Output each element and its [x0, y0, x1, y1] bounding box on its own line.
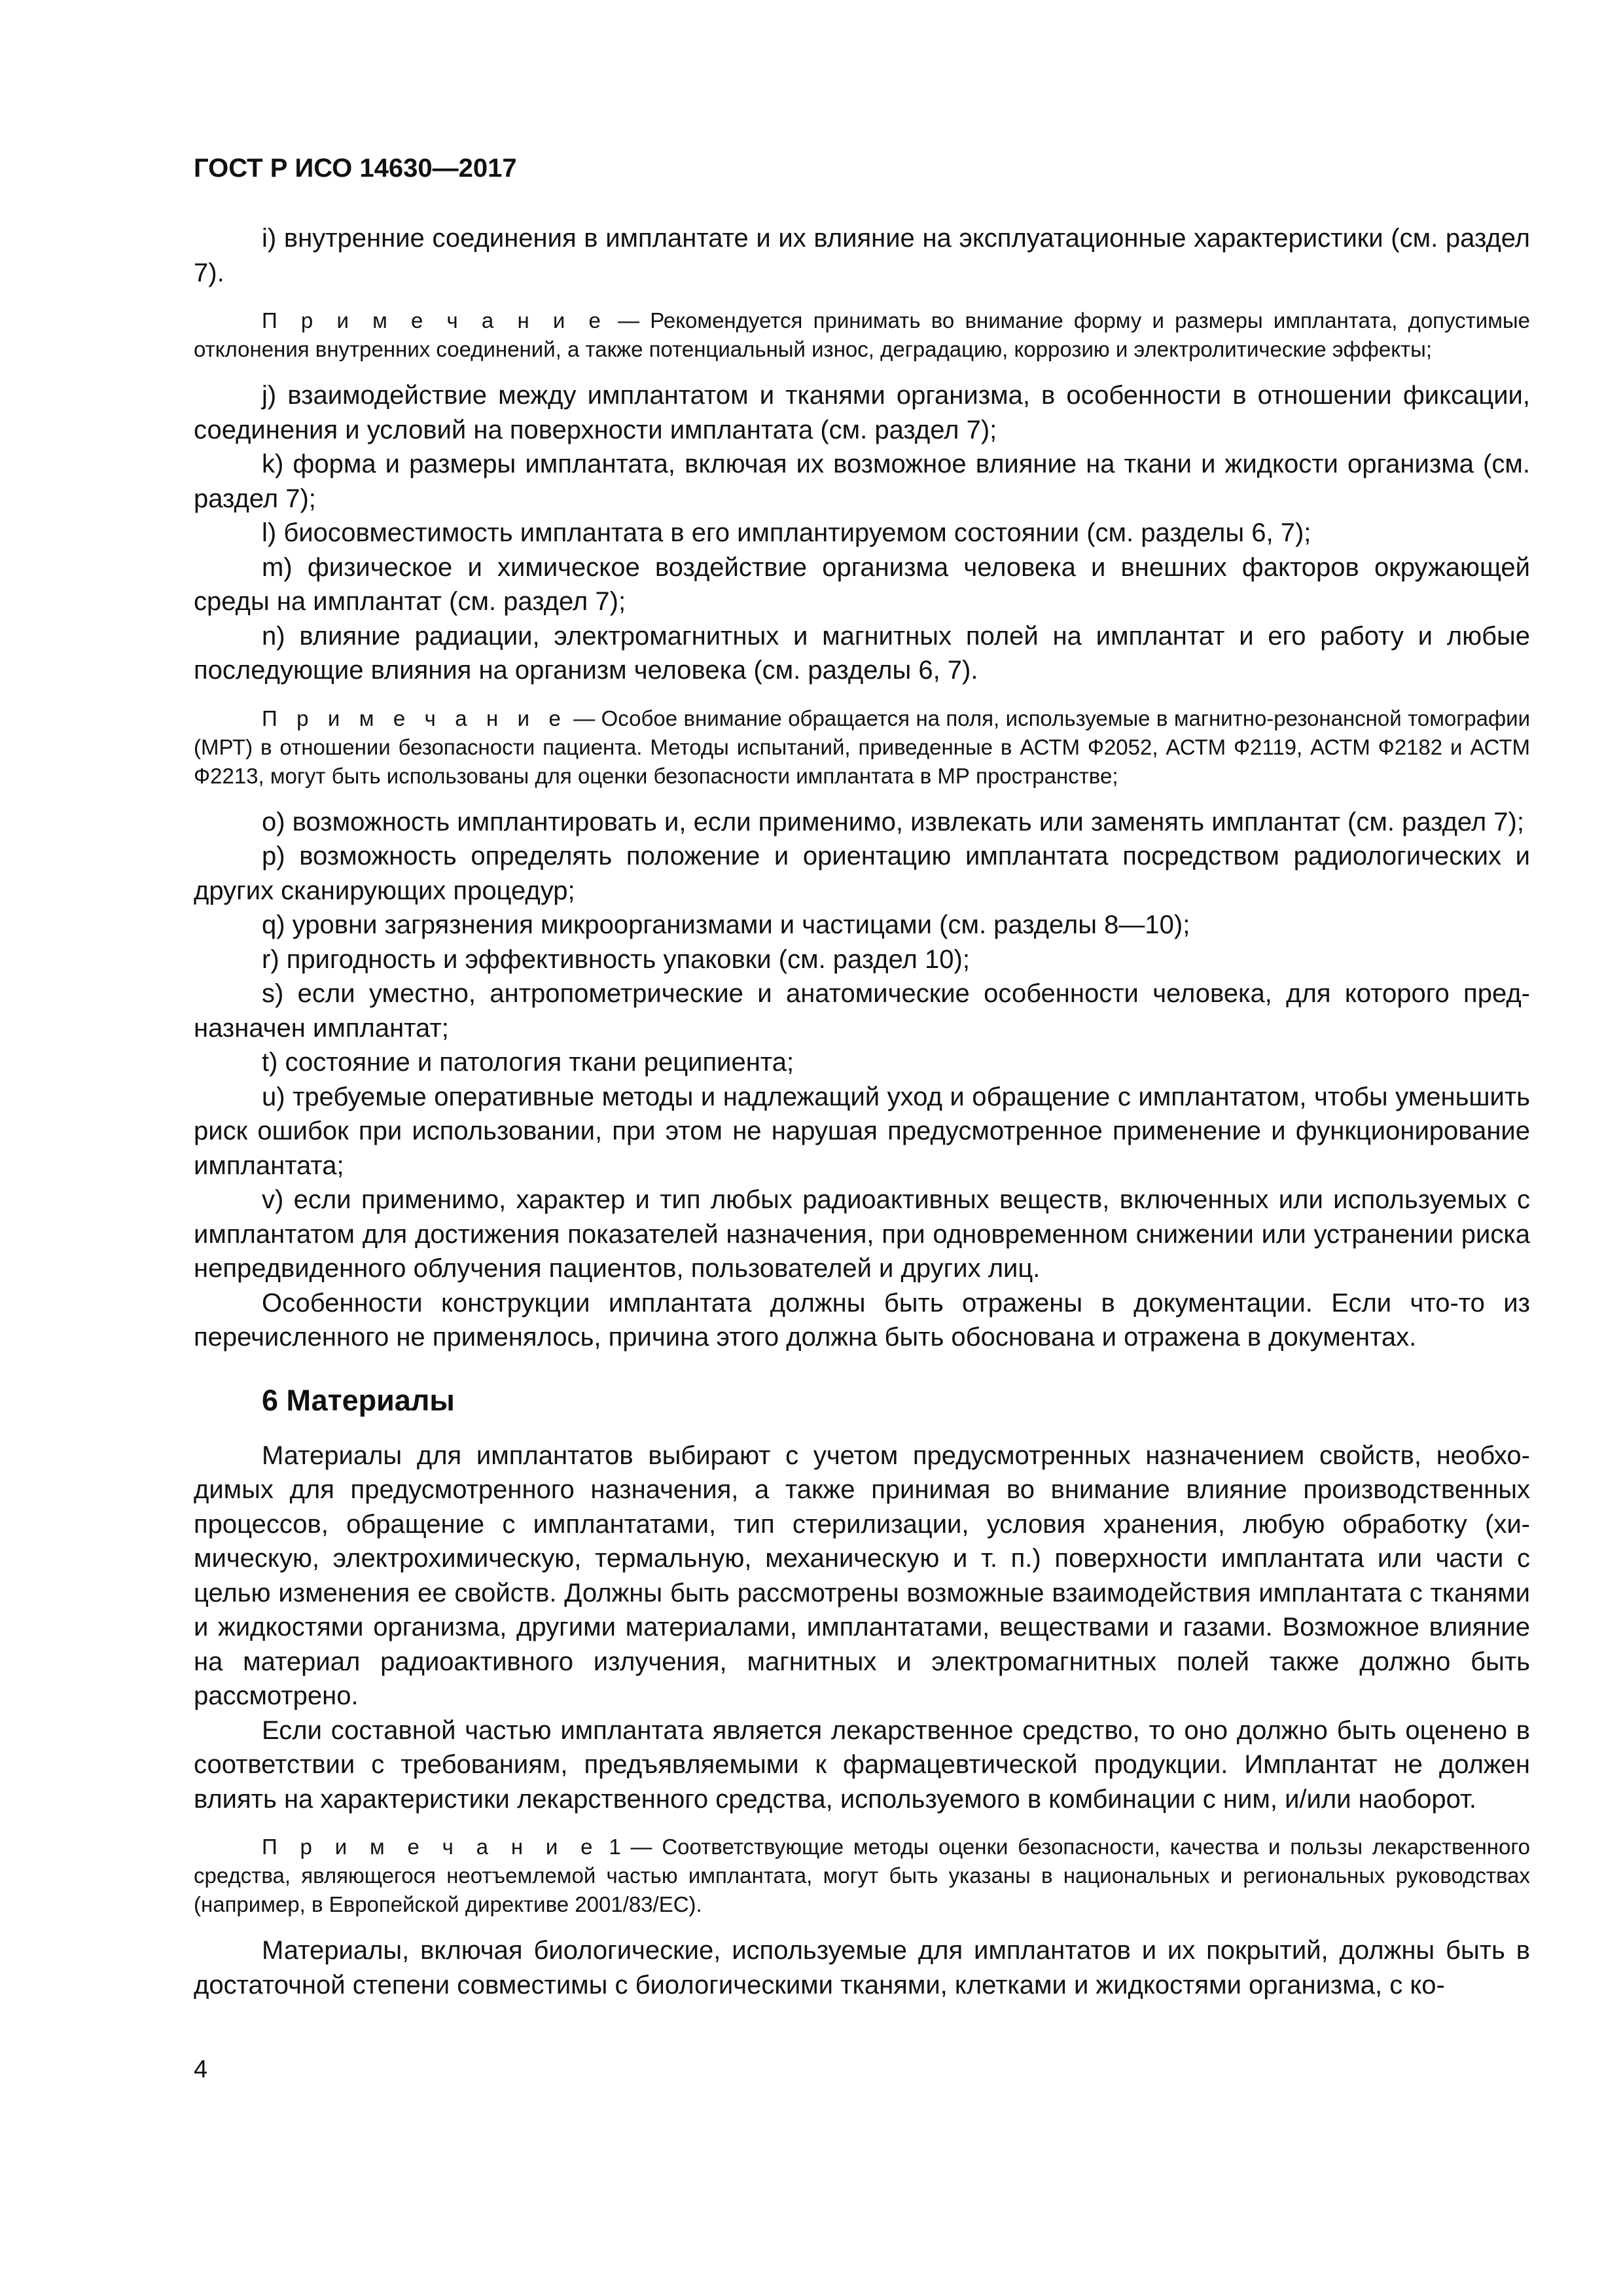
- materials-paragraph-3: Материалы, включая биологические, используемые для имплантатов и их покрытий, должны быть в достаточной степени совместимы с биологическими тканями, клетками и жидкостями организма, с ко-: [194, 1936, 1530, 2000]
- materials-paragraph-1: Материалы для имплантатов выбирают с учетом предусмотренных назначением свойств, необходимых для предусмотренного назначения, а также принимая во внимание влияние производственных процессов, обращение с имплантатами, тип стерилизации, условия хранения, любую обработку (химическую, электрохимическую, термальную, механическую и т. п.) поверхности имплантата или части с целью изменения ее свойств. Должны быть рассмотрены возможные взаимодействия имплантата с тканями и жидкостями организма, другими материалами, имплантатами, веществами и газами. Возможное влияние на материал радиоактивного излучения, магнитных и электромагнитных полей также должно быть рассмотрено.: [194, 1441, 1530, 1710]
- note-label: П р и м е ч а н и е: [262, 308, 607, 332]
- list-item-l: l) биосовместимость имплантата в его имплантируемом состоянии (см. разделы 6, 7);: [262, 518, 1311, 547]
- list-item-p: p) возможность определять положение и ориентацию имплантата посредством радиологических и других сканирующих процедур;: [194, 842, 1530, 905]
- note-text: — Рекомендуется принимать во внимание форму и размеры имплантата, допустимые отклонения внутренних соединений, а также потенциальный износ, деградацию, коррозию и электролитические эффекты;: [194, 308, 1530, 361]
- section-heading-materials: 6 Материалы: [262, 1383, 455, 1417]
- list-item-t: t) состояние и патология ткани реципиента;: [262, 1048, 794, 1077]
- note-label: П р и м е ч а н и е: [262, 1835, 599, 1859]
- list-item-s: s) если уместно, антропометрические и анатомические особенности человека, для которого предназначен имплантат;: [194, 979, 1530, 1043]
- list-item-j: j) взаимодействие между имплантатом и тканями организма, в особенности в отношении фиксации, соединения и условий на поверхности имплантата (см. раздел 7);: [194, 381, 1530, 444]
- document-body: [194, 221, 1530, 2002]
- design-features-paragraph: Особенности конструкции имплантата должны быть отражены в документации. Если что-то из перечисленного не применялось, причина этого должна быть обоснована и отражена в документах.: [194, 1288, 1530, 1352]
- list-item-i: i) внутренние соединения в имплантате и их влияние на эксплуатационные характеристики (см. раздел 7).: [194, 224, 1530, 287]
- page-number: 4: [194, 2056, 208, 2083]
- note-label: П р и м е ч а н и е: [262, 706, 567, 730]
- list-item-m: m) физическое и химическое воздействие организма человека и внешних факторов окружающей среды на имплантат (см. раздел 7);: [194, 552, 1530, 616]
- note-3: [194, 1833, 1530, 1919]
- note-text: — Особое внимание обращается на поля, используемые в магнитно-резонансной томографии (МРТ) в отношении безопасности пациента. Методы испытаний, приведенные в АСТМ Ф2052, АСТМ Ф2119, АСТМ Ф2182 и АСТМ Ф2213, могут быть использованы для оценки безопасности имплантата в МР пространстве;: [194, 706, 1530, 788]
- document-header: ГОСТ Р ИСО 14630—2017: [194, 154, 517, 183]
- list-item-n: n) влияние радиации, электромагнитных и магнитных полей на имплантат и его работу и любые последующие влияния на организм человека (см. разделы 6, 7).: [194, 621, 1530, 685]
- note-1: [194, 306, 1530, 364]
- list-item-r: r) пригодность и эффективность упаковки (см. раздел 10);: [262, 944, 970, 974]
- list-item-q: q) уровни загрязнения микроорганизмами и частицами (см. разделы 8—10);: [262, 910, 1190, 939]
- list-item-o: o) возможность имплантировать и, если применимо, извлекать или заменять имплантат (см. раздел 7);: [262, 807, 1524, 836]
- list-item-k: k) форма и размеры имплантата, включая их возможное влияние на ткани и жидкости организма (см. раздел 7);: [194, 450, 1530, 513]
- list-item-v: v) если применимо, характер и тип любых радиоактивных веществ, включенных или используемых с имплантатом для достижения показателей назначения, при одновременном снижении или устранении риска непредвиденного облучения пациентов, пользователей и других лиц.: [194, 1185, 1530, 1283]
- materials-paragraph-2: Если составной частью имплантата является лекарственное средство, то оно должно быть оценено в соответствии с требованиям, предъявляемыми к фармацевтической продукции. Имплантат не должен влиять на характеристики лекарственного средства, используемого в комбинации с ним, и/или наоборот.: [194, 1715, 1530, 1814]
- list-item-u: u) требуемые оперативные методы и надлежащий уход и обращение с имплантатом, чтобы уменьшить риск ошибок при использовании, при этом не нарушая предусмотренное применение и функционирование имплантата;: [194, 1082, 1530, 1180]
- note-2: [194, 704, 1530, 791]
- note-text: 1 — Соответствующие методы оценки безопасности, качества и пользы лекарственного средства, являющегося неотъемлемой частью имплантата, могут быть указаны в национальных и региональных руководствах (например, в Европейской директиве 2001/83/ЕС).: [194, 1835, 1530, 1916]
